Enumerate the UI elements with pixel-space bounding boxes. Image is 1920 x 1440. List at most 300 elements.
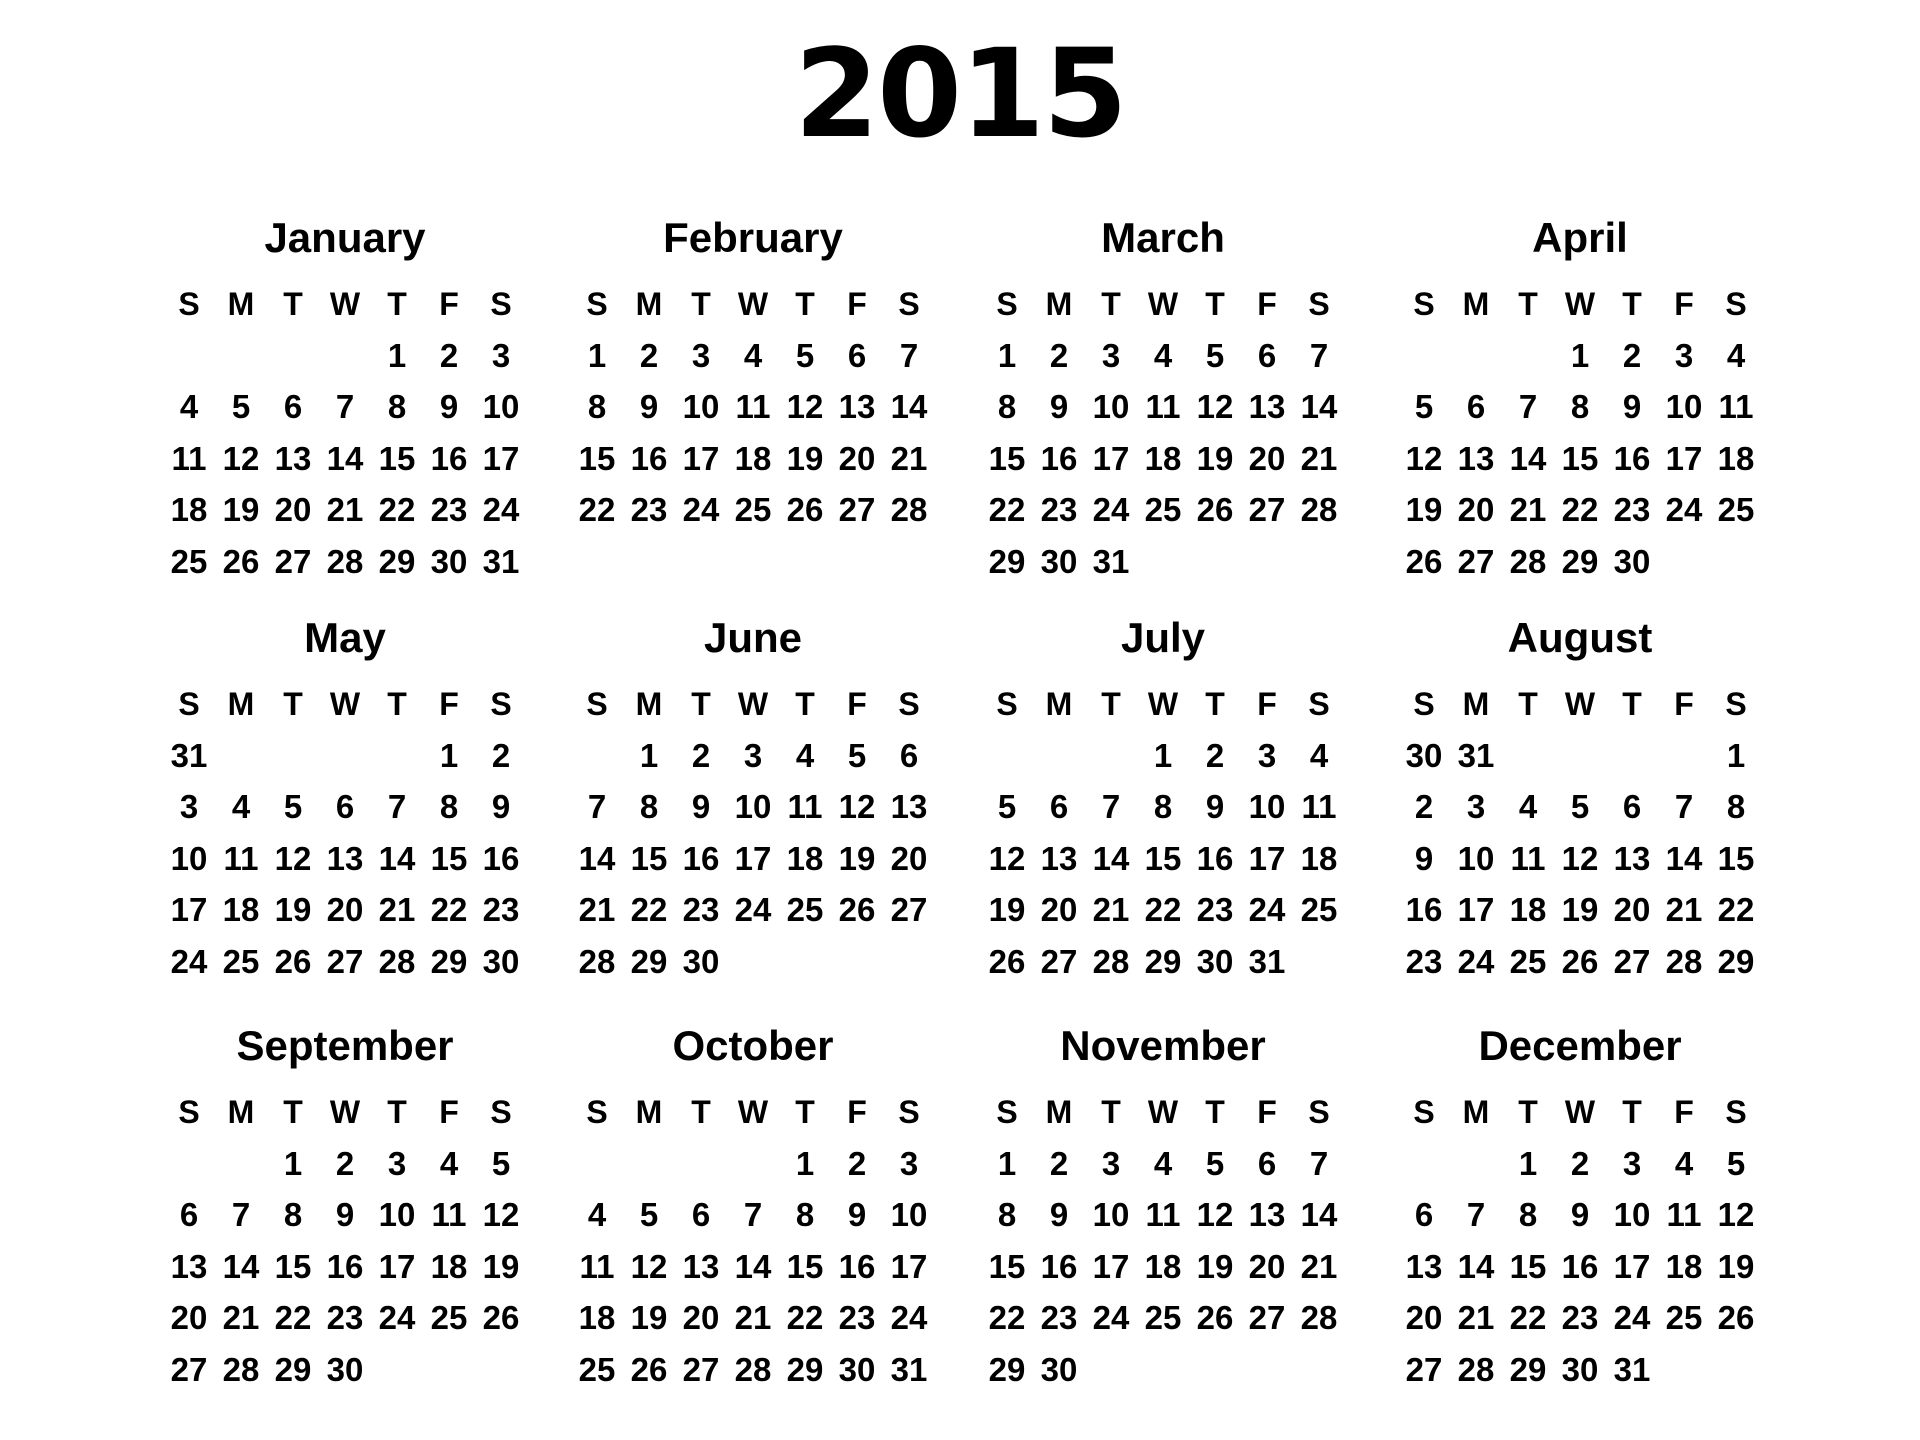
day-cell: 14 <box>222 1247 260 1285</box>
day-cell: 1 <box>1153 736 1173 774</box>
day-cell: 13 <box>274 439 312 477</box>
day-cell: 17 <box>170 891 208 928</box>
day-cell: 18 <box>1509 891 1547 928</box>
day-cell: 13 <box>170 1247 208 1285</box>
weekday-header: T <box>1101 1094 1121 1130</box>
day-cell: 22 <box>1509 1299 1547 1336</box>
month-july <box>973 614 1353 993</box>
day-cell: 4 <box>743 336 763 374</box>
day-cell: 5 <box>1414 388 1434 425</box>
month-title: February <box>663 214 843 261</box>
weekday-header: F <box>1674 686 1694 722</box>
day-cell: 5 <box>639 1196 659 1233</box>
day-cell: 24 <box>482 491 520 528</box>
day-cell: 7 <box>587 788 607 825</box>
weekday-header: W <box>1564 686 1596 722</box>
month-title: April <box>1532 214 1628 261</box>
day-cell: 2 <box>1049 336 1069 374</box>
day-cell: 5 <box>1205 336 1225 374</box>
day-cell: 20 <box>1613 891 1651 928</box>
day-cell: 26 <box>988 942 1026 980</box>
day-cell: 30 <box>1405 736 1443 774</box>
weekday-header: W <box>737 1094 769 1130</box>
weekday-header: M <box>227 1094 255 1130</box>
day-cell: 10 <box>170 839 208 877</box>
day-cell: 5 <box>1726 1144 1746 1182</box>
day-cell: 22 <box>274 1299 312 1336</box>
day-cell: 25 <box>1665 1299 1703 1336</box>
day-cell: 7 <box>899 336 919 374</box>
weekday-header: M <box>635 686 663 722</box>
empty-day-cell <box>371 736 423 788</box>
day-cell: 17 <box>1457 891 1495 928</box>
day-cell: 9 <box>1205 788 1225 825</box>
day-cell: 17 <box>890 1247 928 1285</box>
day-cell: 21 <box>1092 891 1130 928</box>
day-cell: 26 <box>1196 1299 1234 1336</box>
weekday-header: S <box>996 286 1018 322</box>
month-grid <box>1390 684 1770 993</box>
day-cell: 1 <box>387 336 407 374</box>
month-title: July <box>1120 614 1206 661</box>
day-cell: 3 <box>899 1144 919 1182</box>
month-september <box>155 1022 535 1401</box>
day-cell: 20 <box>682 1299 720 1336</box>
empty-day-cell <box>1189 542 1241 594</box>
day-cell: 8 <box>387 388 407 425</box>
weekday-header: T <box>387 1094 407 1130</box>
weekday-header: M <box>635 286 663 322</box>
day-cell: 30 <box>1561 1350 1599 1388</box>
day-cell: 30 <box>682 942 720 980</box>
day-cell: 30 <box>838 1350 876 1388</box>
weekday-header: T <box>1622 286 1642 322</box>
empty-day-cell <box>1658 542 1710 594</box>
weekday-header: S <box>1725 286 1747 322</box>
day-cell: 24 <box>378 1299 416 1336</box>
month-grid <box>973 684 1353 993</box>
empty-day-cell <box>727 1144 779 1196</box>
day-cell: 16 <box>1040 1247 1078 1285</box>
day-cell: 16 <box>630 439 668 477</box>
day-cell: 21 <box>578 891 616 928</box>
day-cell: 10 <box>1457 839 1495 877</box>
day-cell: 14 <box>734 1247 772 1285</box>
day-cell: 3 <box>1101 1144 1121 1182</box>
day-cell: 14 <box>890 388 928 425</box>
day-cell: 9 <box>1570 1196 1590 1233</box>
weekday-header: W <box>329 286 361 322</box>
day-cell: 2 <box>847 1144 867 1182</box>
day-cell: 9 <box>335 1196 355 1233</box>
day-cell: 13 <box>326 839 364 877</box>
day-cell: 19 <box>630 1299 668 1336</box>
weekday-header: F <box>847 686 867 722</box>
weekday-header: T <box>283 686 303 722</box>
day-cell: 3 <box>387 1144 407 1182</box>
weekday-header: F <box>847 286 867 322</box>
day-cell: 16 <box>1040 439 1078 477</box>
day-cell: 15 <box>1144 839 1182 877</box>
day-cell: 28 <box>578 942 616 980</box>
day-cell: 3 <box>1257 736 1277 774</box>
day-cell: 22 <box>1144 891 1182 928</box>
day-cell: 15 <box>578 439 616 477</box>
day-cell: 9 <box>691 788 711 825</box>
month-title: December <box>1478 1022 1682 1069</box>
empty-day-cell <box>215 736 267 788</box>
day-cell: 23 <box>1040 1299 1078 1336</box>
day-cell: 19 <box>988 891 1026 928</box>
day-cell: 25 <box>1144 491 1182 528</box>
day-cell: 11 <box>1145 1196 1181 1233</box>
day-cell: 7 <box>387 788 407 825</box>
day-cell: 10 <box>1092 388 1130 425</box>
weekday-header: S <box>996 1094 1018 1130</box>
day-cell: 30 <box>482 942 520 980</box>
day-cell: 30 <box>1040 1350 1078 1388</box>
month-grid <box>1390 1092 1770 1401</box>
day-cell: 30 <box>430 542 468 580</box>
day-cell: 25 <box>430 1299 468 1336</box>
month-grid <box>563 284 943 542</box>
day-cell: 6 <box>1257 1144 1277 1182</box>
day-cell: 8 <box>639 788 659 825</box>
day-cell: 28 <box>890 491 928 528</box>
empty-day-cell <box>883 942 935 994</box>
day-cell: 18 <box>734 439 772 477</box>
day-cell: 2 <box>1205 736 1225 774</box>
weekday-header: F <box>1674 286 1694 322</box>
weekday-header: T <box>283 286 303 322</box>
day-cell: 12 <box>274 839 312 877</box>
day-cell: 12 <box>1196 1196 1234 1233</box>
weekday-header: T <box>795 686 815 722</box>
month-november <box>973 1022 1353 1401</box>
weekday-header: S <box>1413 286 1435 322</box>
weekday-header: S <box>1308 686 1330 722</box>
day-cell: 1 <box>1518 1144 1538 1182</box>
day-cell: 20 <box>170 1299 208 1336</box>
day-cell: 10 <box>378 1196 416 1233</box>
day-cell: 27 <box>1248 1299 1286 1336</box>
day-cell: 26 <box>1405 542 1443 580</box>
day-cell: 15 <box>1717 839 1755 877</box>
day-cell: 21 <box>1300 1247 1338 1285</box>
empty-day-cell <box>675 1144 727 1196</box>
day-cell: 13 <box>1248 1196 1286 1233</box>
empty-day-cell <box>163 1144 215 1196</box>
day-cell: 2 <box>691 736 711 774</box>
day-cell: 20 <box>274 491 312 528</box>
month-title: May <box>304 614 386 661</box>
day-cell: 29 <box>988 542 1026 580</box>
day-cell: 4 <box>1153 336 1173 374</box>
day-cell: 10 <box>482 388 520 425</box>
day-cell: 2 <box>1049 1144 1069 1182</box>
day-cell: 21 <box>222 1299 260 1336</box>
empty-day-cell <box>1606 736 1658 788</box>
day-cell: 17 <box>378 1247 416 1285</box>
weekday-header: T <box>691 286 711 322</box>
month-grid <box>563 684 943 993</box>
weekday-header: W <box>1564 1094 1596 1130</box>
weekday-header: T <box>795 286 815 322</box>
day-cell: 9 <box>847 1196 867 1233</box>
weekday-header: M <box>227 286 255 322</box>
empty-day-cell <box>1502 736 1554 788</box>
empty-day-cell <box>1241 1350 1293 1402</box>
weekday-header: S <box>178 1094 200 1130</box>
month-title: June <box>703 614 803 661</box>
empty-day-cell <box>1293 1350 1345 1402</box>
day-cell: 6 <box>847 336 867 374</box>
empty-day-cell <box>423 1350 475 1402</box>
empty-day-cell <box>571 1144 623 1196</box>
day-cell: 12 <box>988 839 1026 877</box>
day-cell: 15 <box>430 839 468 877</box>
day-cell: 16 <box>1561 1247 1599 1285</box>
day-cell: 18 <box>1300 839 1338 877</box>
day-cell: 12 <box>1717 1196 1755 1233</box>
day-cell: 5 <box>283 788 303 825</box>
day-cell: 28 <box>1509 542 1547 580</box>
weekday-header: F <box>439 286 459 322</box>
day-cell: 27 <box>1248 491 1286 528</box>
day-cell: 24 <box>890 1299 928 1336</box>
day-cell: 24 <box>682 491 720 528</box>
day-cell: 13 <box>1405 1247 1443 1285</box>
day-cell: 14 <box>578 839 616 877</box>
day-cell: 29 <box>274 1350 312 1388</box>
day-cell: 4 <box>231 788 251 825</box>
month-title: September <box>236 1022 454 1069</box>
day-cell: 18 <box>430 1247 468 1285</box>
weekday-header: T <box>1518 286 1538 322</box>
month-december <box>1390 1022 1770 1401</box>
weekday-header: S <box>490 1094 512 1130</box>
day-cell: 7 <box>1309 1144 1329 1182</box>
day-cell: 26 <box>1717 1299 1755 1336</box>
day-cell: 13 <box>890 788 928 825</box>
day-cell: 6 <box>1622 788 1642 825</box>
day-cell: 10 <box>1248 788 1286 825</box>
day-cell: 28 <box>326 542 364 580</box>
day-cell: 1 <box>283 1144 303 1182</box>
weekday-header: F <box>439 1094 459 1130</box>
empty-day-cell <box>319 336 371 388</box>
day-cell: 27 <box>170 1350 208 1388</box>
empty-day-cell <box>1241 542 1293 594</box>
day-cell: 24 <box>1248 891 1286 928</box>
day-cell: 22 <box>988 1299 1026 1336</box>
day-cell: 22 <box>578 491 616 528</box>
day-cell: 15 <box>630 839 668 877</box>
day-cell: 26 <box>222 542 260 580</box>
empty-day-cell <box>623 1144 675 1196</box>
weekday-header: W <box>1147 1094 1179 1130</box>
day-cell: 10 <box>682 388 720 425</box>
day-cell: 19 <box>1405 491 1443 528</box>
day-cell: 5 <box>997 788 1017 825</box>
weekday-header: W <box>1147 286 1179 322</box>
day-cell: 24 <box>170 942 208 980</box>
weekday-header: T <box>1205 286 1225 322</box>
day-cell: 4 <box>1153 1144 1173 1182</box>
day-cell: 29 <box>1144 942 1182 980</box>
day-cell: 8 <box>997 1196 1017 1233</box>
day-cell: 3 <box>743 736 763 774</box>
day-cell: 8 <box>1726 788 1746 825</box>
month-grid <box>563 1092 943 1401</box>
day-cell: 19 <box>1196 1247 1234 1285</box>
day-cell: 14 <box>1509 439 1547 477</box>
day-cell: 24 <box>1665 491 1703 528</box>
month-june <box>563 614 943 993</box>
day-cell: 15 <box>988 439 1026 477</box>
day-cell: 6 <box>1049 788 1069 825</box>
day-cell: 3 <box>1101 336 1121 374</box>
weekday-header: S <box>898 1094 920 1130</box>
day-cell: 6 <box>691 1196 711 1233</box>
day-cell: 20 <box>890 839 928 877</box>
day-cell: 20 <box>1040 891 1078 928</box>
weekday-header: M <box>1045 286 1073 322</box>
day-cell: 22 <box>1717 891 1755 928</box>
day-cell: 11 <box>787 788 823 825</box>
day-cell: 27 <box>1613 942 1651 980</box>
weekday-header: S <box>178 686 200 722</box>
day-cell: 21 <box>1457 1299 1495 1336</box>
day-cell: 25 <box>1144 1299 1182 1336</box>
month-grid <box>155 1092 535 1401</box>
empty-day-cell <box>1033 736 1085 788</box>
weekday-header: M <box>635 1094 663 1130</box>
day-cell: 12 <box>786 388 824 425</box>
day-cell: 18 <box>170 491 208 528</box>
day-cell: 27 <box>326 942 364 980</box>
empty-day-cell <box>215 336 267 388</box>
empty-day-cell <box>1189 1350 1241 1402</box>
day-cell: 28 <box>1457 1350 1495 1388</box>
day-cell: 6 <box>1414 1196 1434 1233</box>
day-cell: 18 <box>1144 439 1182 477</box>
weekday-header: M <box>1462 286 1490 322</box>
day-cell: 25 <box>734 491 772 528</box>
day-cell: 10 <box>1613 1196 1651 1233</box>
day-cell: 25 <box>1509 942 1547 980</box>
weekday-header: S <box>586 686 608 722</box>
day-cell: 17 <box>482 439 520 477</box>
day-cell: 2 <box>639 336 659 374</box>
day-cell: 16 <box>682 839 720 877</box>
day-cell: 27 <box>838 491 876 528</box>
day-cell: 12 <box>482 1196 520 1233</box>
empty-day-cell <box>1710 1350 1762 1402</box>
day-cell: 6 <box>283 388 303 425</box>
day-cell: 12 <box>1196 388 1234 425</box>
day-cell: 9 <box>491 788 511 825</box>
weekday-header: S <box>898 686 920 722</box>
day-cell: 22 <box>430 891 468 928</box>
day-cell: 7 <box>1466 1196 1486 1233</box>
day-cell: 31 <box>1613 1350 1651 1388</box>
empty-day-cell <box>1293 942 1345 994</box>
weekday-header: T <box>795 1094 815 1130</box>
day-cell: 18 <box>1665 1247 1703 1285</box>
day-cell: 13 <box>682 1247 720 1285</box>
month-august <box>1390 614 1770 993</box>
day-cell: 4 <box>1309 736 1329 774</box>
day-cell: 10 <box>734 788 772 825</box>
day-cell: 8 <box>439 788 459 825</box>
day-cell: 7 <box>1674 788 1694 825</box>
day-cell: 11 <box>1718 388 1754 425</box>
empty-day-cell <box>163 336 215 388</box>
day-cell: 5 <box>231 388 251 425</box>
weekday-header: W <box>1147 686 1179 722</box>
empty-day-cell <box>1710 542 1762 594</box>
empty-day-cell <box>1398 336 1450 388</box>
day-cell: 28 <box>1300 491 1338 528</box>
day-cell: 1 <box>639 736 659 774</box>
day-cell: 4 <box>795 736 815 774</box>
weekday-header: S <box>586 286 608 322</box>
day-cell: 19 <box>1196 439 1234 477</box>
day-cell: 23 <box>1040 491 1078 528</box>
day-cell: 23 <box>1613 491 1651 528</box>
day-cell: 11 <box>579 1247 615 1285</box>
month-grid <box>1390 284 1770 593</box>
day-cell: 29 <box>1561 542 1599 580</box>
day-cell: 28 <box>1092 942 1130 980</box>
weekday-header: S <box>1413 1094 1435 1130</box>
day-cell: 21 <box>890 439 928 477</box>
day-cell: 26 <box>274 942 312 980</box>
empty-day-cell <box>1137 542 1189 594</box>
day-cell: 31 <box>890 1350 928 1388</box>
day-cell: 20 <box>1457 491 1495 528</box>
day-cell: 9 <box>1049 1196 1069 1233</box>
day-cell: 24 <box>1092 491 1130 528</box>
weekday-header: T <box>387 686 407 722</box>
day-cell: 29 <box>630 942 668 980</box>
day-cell: 19 <box>838 839 876 877</box>
day-cell: 27 <box>1405 1350 1443 1388</box>
empty-day-cell <box>1554 736 1606 788</box>
day-cell: 30 <box>1196 942 1234 980</box>
day-cell: 26 <box>482 1299 520 1336</box>
weekday-header: T <box>387 286 407 322</box>
weekday-header: W <box>329 1094 361 1130</box>
day-cell: 28 <box>734 1350 772 1388</box>
day-cell: 28 <box>378 942 416 980</box>
day-cell: 28 <box>1665 942 1703 980</box>
day-cell: 7 <box>231 1196 251 1233</box>
month-may <box>155 614 535 993</box>
day-cell: 19 <box>274 891 312 928</box>
month-grid <box>155 284 535 593</box>
day-cell: 23 <box>630 491 668 528</box>
day-cell: 11 <box>1666 1196 1702 1233</box>
day-cell: 11 <box>1145 388 1181 425</box>
day-cell: 16 <box>1613 439 1651 477</box>
day-cell: 6 <box>1466 388 1486 425</box>
day-cell: 12 <box>1405 439 1443 477</box>
empty-day-cell <box>1502 336 1554 388</box>
day-cell: 30 <box>1613 542 1651 580</box>
day-cell: 8 <box>1153 788 1173 825</box>
